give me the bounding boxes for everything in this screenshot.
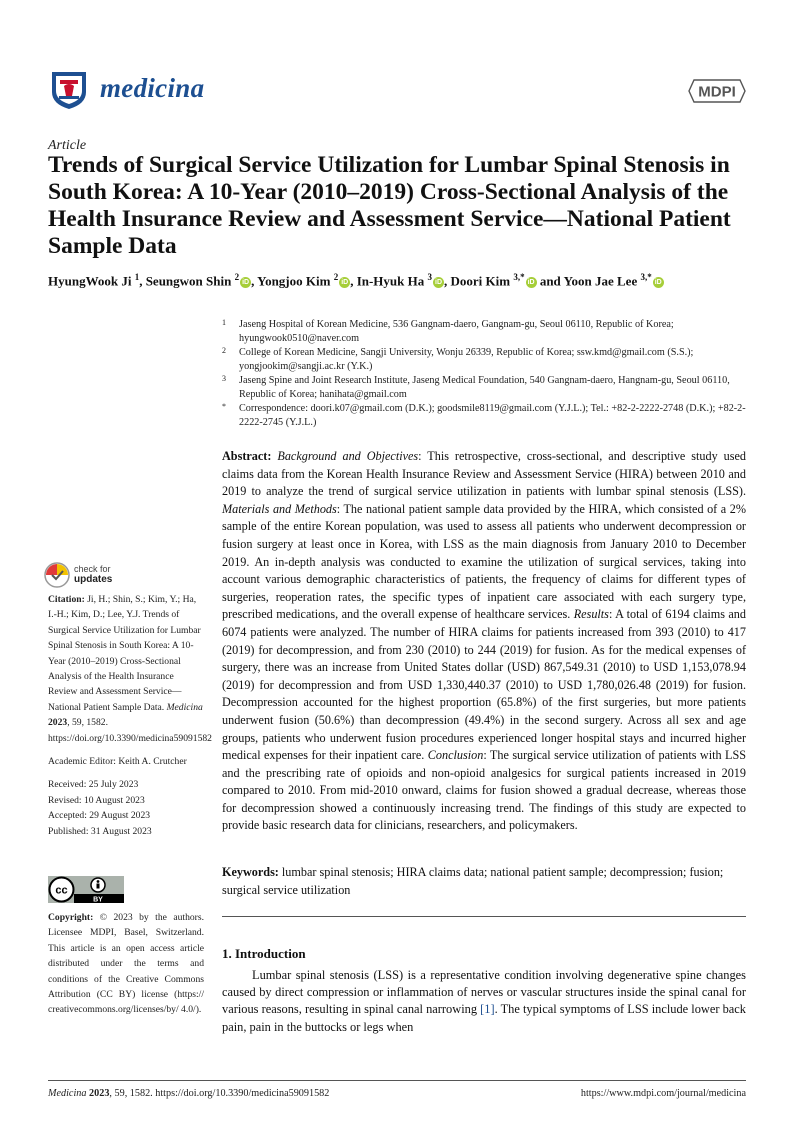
journal-name[interactable]: medicina xyxy=(100,73,205,103)
orcid-icon[interactable]: iD xyxy=(527,279,535,287)
citation-label: Citation: xyxy=(48,594,85,605)
author-name[interactable]: In-Hyuk Ha xyxy=(356,273,425,289)
footer-year: 2023 xyxy=(89,1088,110,1099)
footer-journal-url[interactable]: https://www.mdpi.com/journal/medicina xyxy=(580,1088,746,1099)
affiliation-number: 1 xyxy=(222,318,226,327)
cc-by-license-icon[interactable] xyxy=(48,876,124,903)
introduction-body xyxy=(222,967,746,1036)
abstract xyxy=(222,448,746,835)
copyright-notice xyxy=(48,910,204,1018)
introduction-paragraph: Lumbar spinal stenosis (LSS) is a representative condition involving degenerative spine changes caused by direct compression or inflammation of nerves or vascular structures inside the spinal canal for various reasons, resulting in spinal canal narrowing xyxy=(222,968,746,1017)
keywords-label: Keywords: xyxy=(222,865,279,879)
academic-editor: Academic Editor: Keith A. Crutcher xyxy=(48,756,187,768)
check-updates-icon xyxy=(44,562,70,588)
author-name[interactable]: Doori Kim xyxy=(450,273,511,289)
author-affiliation-mark: 2 xyxy=(333,272,339,282)
accepted-date: Accepted: 29 August 2023 xyxy=(48,810,151,822)
orcid-icon[interactable]: iD xyxy=(435,279,442,287)
citation-text: Ji, H.; Shin, S.; Kim, Y.; Ha, I.-H.; Kim, D.; Lee, Y.J. Trends of Surgical Service Utilization for Lumbar Spinal Stenosis in South Korea: A 10-Year (2010–2019) Cross-Sectional Analysis of the Health Insurance Review and Assessment Service—National Patient Sample Data. xyxy=(48,594,201,713)
affiliation-item xyxy=(222,374,752,401)
author-separator: , xyxy=(444,273,451,289)
abstract-conclusion-label: Conclusion xyxy=(427,748,484,763)
article-title: Trends of Surgical Service Utilization for Lumbar Spinal Stenosis in South Korea: A 10-Year (2010–2019) Cross-Sectional Analysis of the Health Insurance Review and Assessment Service—National Patient Sample Data xyxy=(48,152,731,259)
check-for-updates-button[interactable] xyxy=(44,562,154,588)
cc-label: cc xyxy=(55,884,68,897)
author-separator: , xyxy=(139,273,146,289)
author-separator: , xyxy=(350,273,357,289)
copyright-text: © 2023 by the authors. Licensee MDPI, Basel, Switzerland. This article is an open access article distributed under the terms and conditions of the Creative Commons Attribution (CC BY) license (https:// creativecommons.org/licenses/by/ 4.0/). xyxy=(48,912,204,1016)
abstract-conclusion-text: : The surgical service utilization of patients with LSS and the prescribing rate of opioids and non-opioid analgesics for surgical patients increased in 2019 compared to 2010. From mid-2010 onward, claims for fusion showed a gradual decrease, whereas those for decompression showed a continuously increasing trend. The findings of this study are expected to provide basic research data for clinicians, researchers, and policymakers. xyxy=(222,748,747,833)
citation-journal: Medicina xyxy=(166,701,203,713)
keywords-text: lumbar spinal stenosis; HIRA claims data; national patient sample; decompression; fusion; surgical service utilization xyxy=(222,865,724,897)
author-name[interactable]: Yongjoo Kim xyxy=(257,273,331,289)
affiliations xyxy=(222,318,752,430)
author-affiliation-mark: 3,* xyxy=(640,272,652,282)
citation xyxy=(48,592,212,746)
affiliation-text: College of Korean Medicine, Sangji University, Wonju 26339, Republic of Korea; ssw.kmd@gmail.com (S.S.); yongjookim@sangji.ac.kr (Y.K.) xyxy=(239,347,694,372)
affiliation-number: 3 xyxy=(222,374,226,383)
published-date: Published: 31 August 2023 xyxy=(48,825,152,837)
affiliation-item xyxy=(222,318,752,345)
footer-citation xyxy=(48,1088,329,1099)
check-updates-label-2: updates xyxy=(74,574,113,585)
author-separator: , xyxy=(251,273,258,289)
article-type: Article xyxy=(48,138,87,153)
medicina-logo-icon xyxy=(50,70,88,110)
affiliation-item xyxy=(222,402,752,429)
abstract-results-text: : A total of 6194 claims and 6074 patients were analyzed. The number of HIRA claims for patients increased from 393 (2010) to 417 (2019) for decompression, and from 230 (2010) to 244 (2019) for fusion. As for the medical expenses of surgery, there was an increase from United States dollar (USD) 867,549.31 (2010) to USD 1,153,078.94 (2019) for decompression and from USD 1,330,440.37 (2010) to USD 1,780,026.48 (2019) for fusion. Decompression accounted for the highest proportion (65.8%) of the first surgeries, but more patients underwent fusion (50.6%) than decompression (49.4%) in the second surgery. Across all sex and age groups, patients who underwent fusion procedures experienced longer hospital stays and incurred higher medical expenses for their inpatient care. xyxy=(222,607,746,763)
by-label: BY xyxy=(93,896,103,903)
keywords xyxy=(222,864,746,899)
check-updates-label-1: check for xyxy=(74,564,111,574)
introduction-heading: 1. Introduction xyxy=(222,946,306,961)
author-name[interactable]: HyungWook Ji xyxy=(48,273,132,289)
footer-journal: Medicina xyxy=(48,1088,87,1099)
author-affiliation-mark: 3,* xyxy=(513,272,525,282)
affiliation-number: * xyxy=(222,402,226,411)
footer-doi[interactable]: , 59, 1582. https://doi.org/10.3390/medicina59091582 xyxy=(109,1088,330,1099)
orcid-icon[interactable]: iD xyxy=(242,279,250,287)
received-date: Received: 25 July 2023 xyxy=(48,779,139,791)
abstract-label: Abstract: xyxy=(222,449,272,463)
author-affiliation-mark: 2 xyxy=(234,272,240,282)
abstract-results-label: Results xyxy=(573,607,609,622)
abstract-methods-label: Materials and Methods xyxy=(222,501,337,516)
citation-volume-doi[interactable]: , 59, 1582. https://doi.org/10.3390/medicina59091582 xyxy=(48,717,212,744)
affiliation-item xyxy=(222,346,752,373)
affiliation-text: Jaseng Spine and Joint Research Institute, Jaseng Medical Foundation, 540 Gangnam-daero, Hangnam-gu, Seoul 06110, Republic of Korea; hanihata@gmail.com xyxy=(239,375,730,400)
author-name[interactable]: Yoon Jae Lee xyxy=(563,273,638,289)
author-name[interactable]: Seungwon Shin xyxy=(145,273,232,289)
abstract-background-label: Background and Objectives xyxy=(277,449,419,463)
author-separator: and xyxy=(536,273,564,289)
author-affiliation-mark: 1 xyxy=(134,272,140,282)
revised-date: Revised: 10 August 2023 xyxy=(48,794,145,806)
footer-divider xyxy=(48,1080,746,1081)
copyright-label: Copyright: xyxy=(48,912,94,923)
article-info-sidebar xyxy=(48,592,212,839)
orcid-icon[interactable]: iD xyxy=(654,279,662,287)
abstract-background-text: : This retrospective, cross-sectional, and descriptive study used claims data from the Korean Health Insurance Review and Assessment Service (HIRA) between 2010 and 2019 to analyze the trend of surgical service utilization in patients with lumbar spinal stenosis (LSS). xyxy=(222,449,746,499)
section-divider xyxy=(222,916,746,917)
affiliation-text: Jaseng Hospital of Korean Medicine, 536 Gangnam-daero, Gangnam-gu, Seoul 06110, Republic of Korea; hyungwook0510@naver.com xyxy=(239,319,674,344)
orcid-icon[interactable]: iD xyxy=(341,279,349,287)
author-affiliation-mark: 3 xyxy=(427,272,432,282)
mdpi-logo-text: MDPI xyxy=(698,83,736,101)
author-list xyxy=(48,272,768,289)
affiliation-number: 2 xyxy=(222,346,226,355)
affiliation-text: Correspondence: doori.k07@gmail.com (D.K.); goodsmile8119@gmail.com (Y.J.L.); Tel.: +82-2-2222-2748 (D.K.); +82-2-2222-2745 (Y.J.L.) xyxy=(239,403,746,428)
mdpi-logo-icon[interactable] xyxy=(688,79,746,103)
introduction-paragraph-end: . The typical symptoms of LSS include lower back pain, pain in the buttocks or legs when xyxy=(222,1002,746,1034)
abstract-methods-text: : The national patient sample data provided by the HIRA, which consisted of a 2% sample of the entire Korean population, was used to assess all patients who underwent decompression or fusion surgery at least once in Korea, with LSS as the main diagnosis from January 2010 to December 2019. An in-depth analysis was conducted to examine the utilization of surgical services, taking into account various demographic characteristics of patients, the frequency of claims for different types of surgeries, reoperation rates, the specific types of inpatient care associated with each surgery type, prescribed medications, and the overall expense of healthcare services. xyxy=(222,501,746,622)
citation-year: 2023 xyxy=(48,717,68,729)
reference-link[interactable]: [1] xyxy=(480,1002,495,1017)
